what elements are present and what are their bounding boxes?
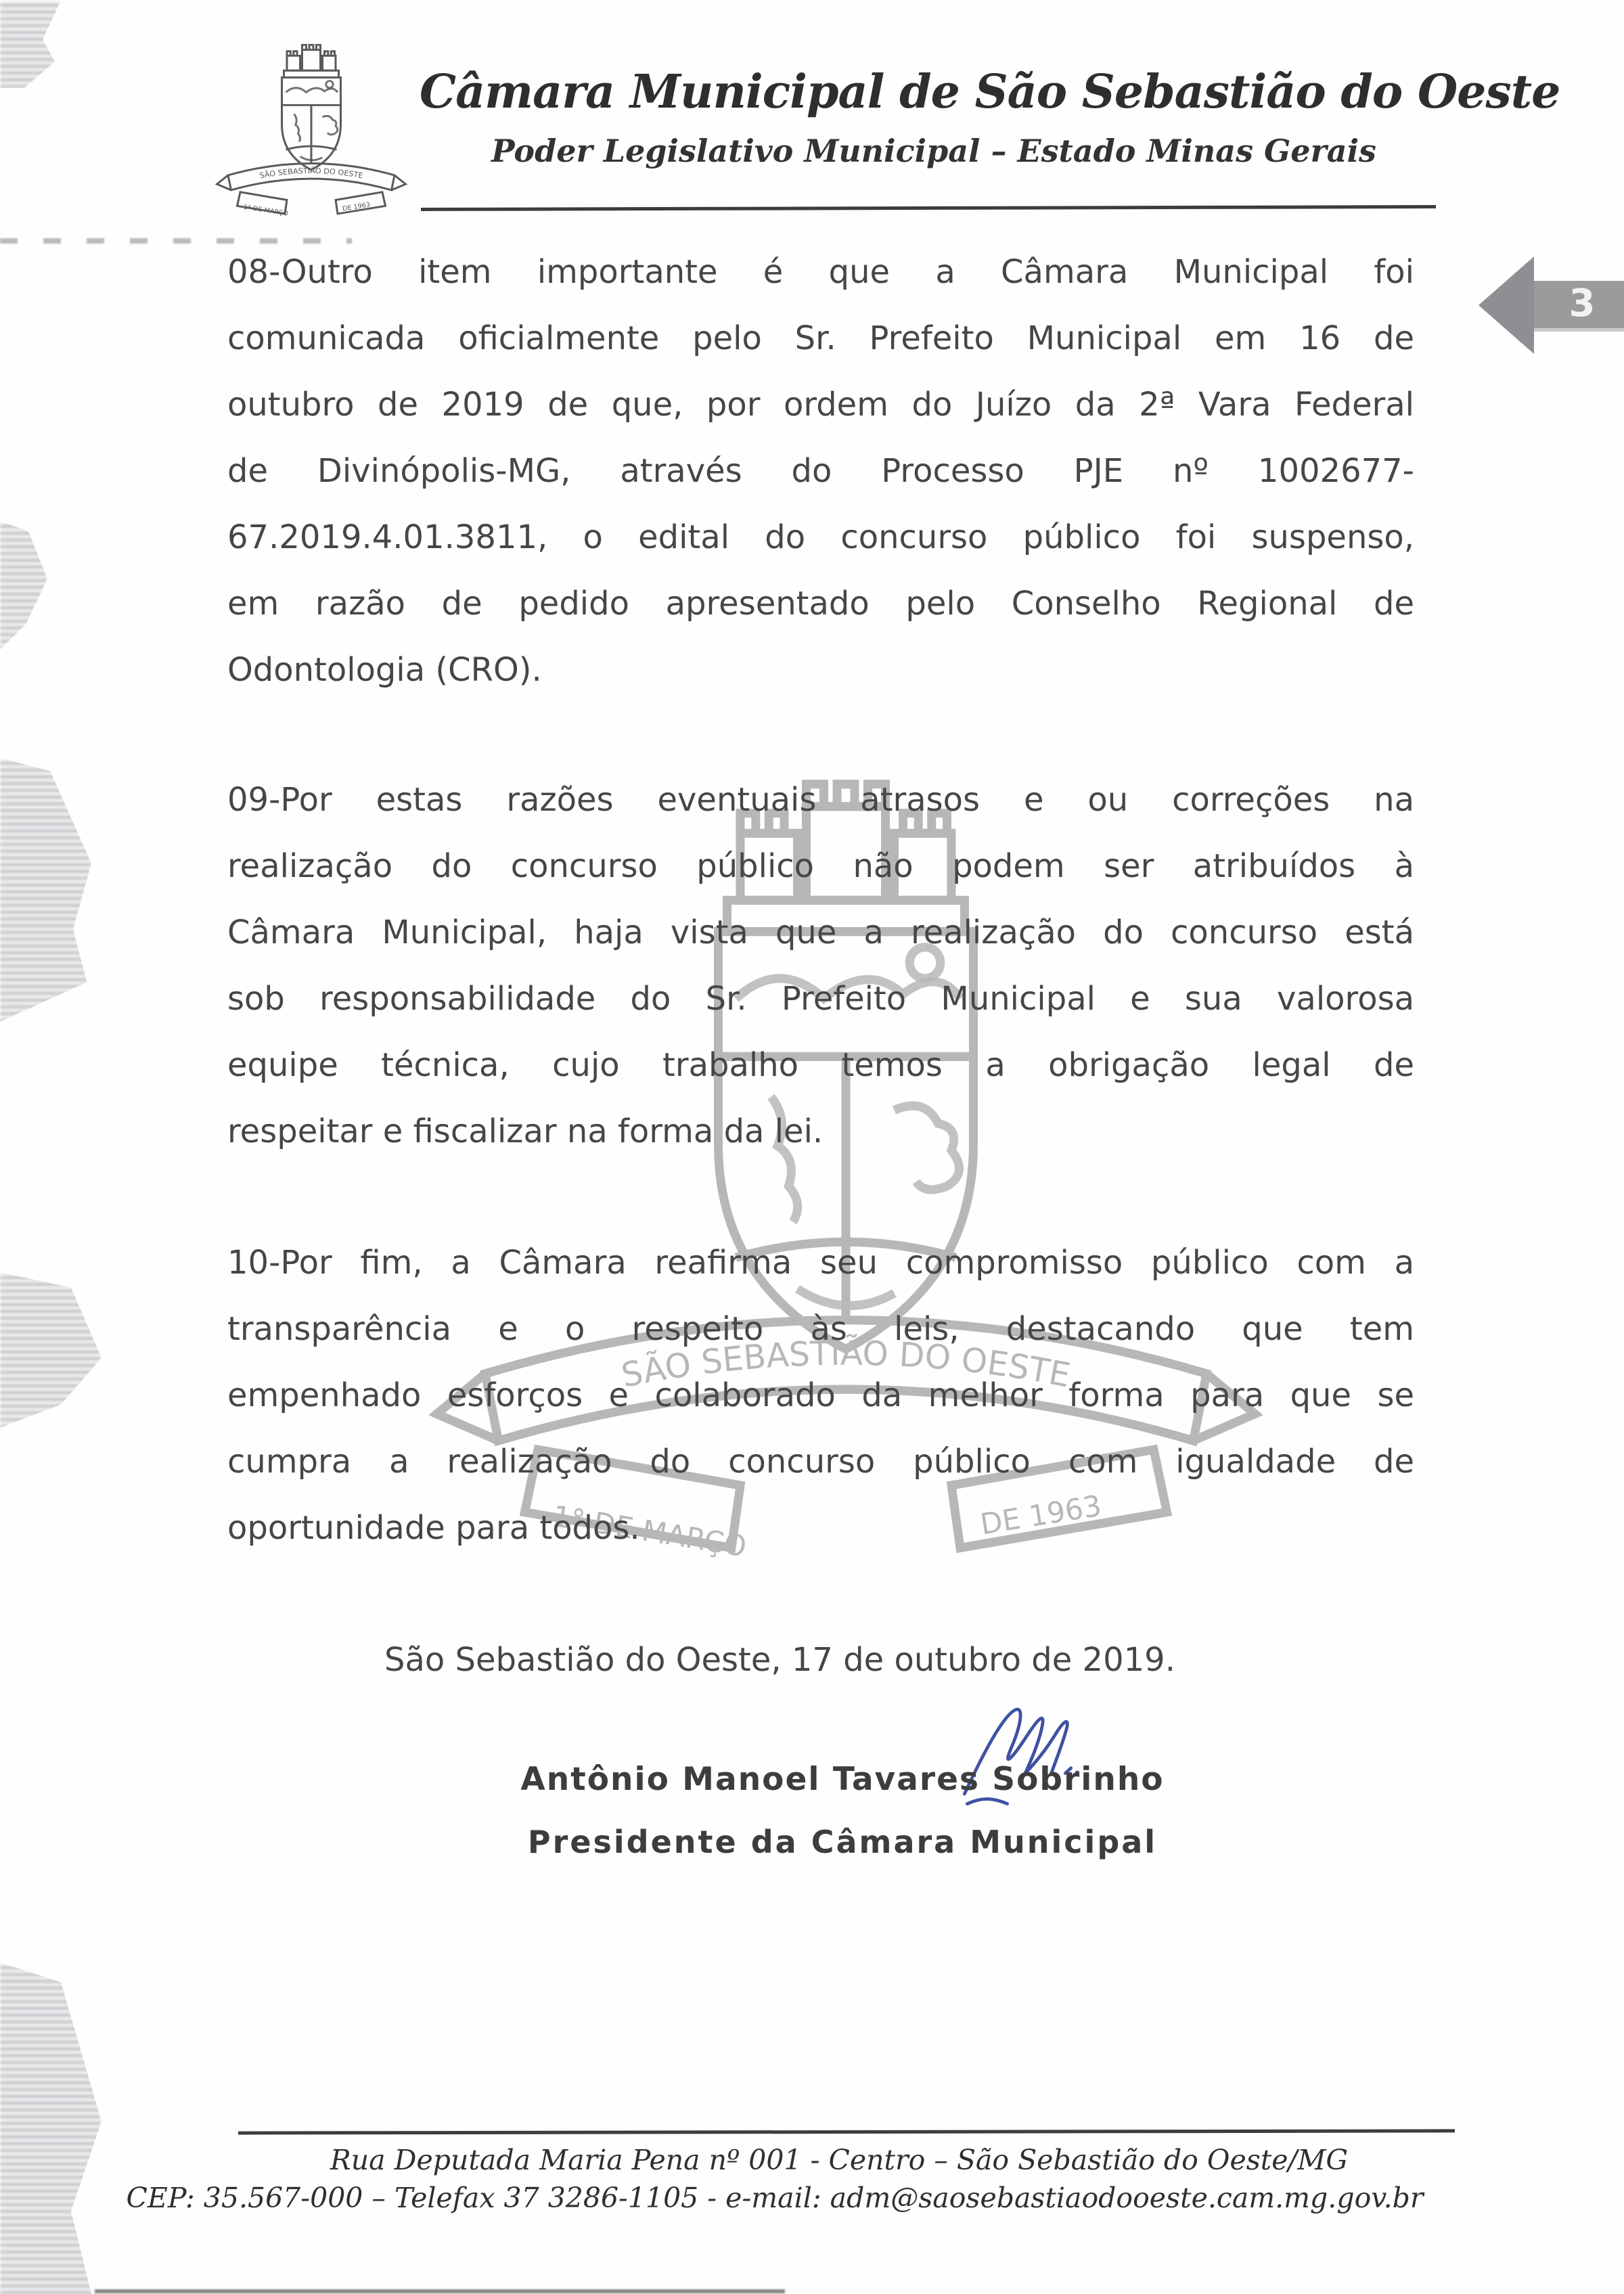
footer-address: Rua Deputada Maria Pena nº 001 - Centro – São Sebastião do Oeste/MG bbox=[330, 2144, 1349, 2176]
scan-smudge bbox=[0, 0, 61, 88]
text-line: comunicada oficialmente pelo Sr. Prefeito Municipal em 16 de bbox=[227, 319, 1414, 357]
text-line: sob responsabilidade do Sr. Prefeito Municipal e sua valorosa bbox=[227, 980, 1414, 1018]
text-line: transparência e o respeito às leis, destacando que tem bbox=[227, 1310, 1414, 1348]
text-line: outubro de 2019 de que, por ordem do Juízo da 2ª Vara Federal bbox=[227, 386, 1414, 424]
signatory-role: Presidente da Câmara Municipal bbox=[527, 1824, 1158, 1860]
text-line: oportunidade para todos. bbox=[227, 1509, 640, 1547]
text-line: Odontologia (CRO). bbox=[227, 651, 542, 689]
text-line: 10-Por fim, a Câmara reafirma seu compromisso público com a bbox=[227, 1244, 1414, 1282]
text-line: realização do concurso público não podem ser atribuídos à bbox=[227, 847, 1414, 885]
text-line: 09-Por estas razões eventuais atrasos e ou correções na bbox=[227, 781, 1414, 819]
scan-smudge bbox=[0, 1962, 102, 2294]
text-line: Câmara Municipal, haja vista que a realização do concurso está bbox=[227, 914, 1414, 951]
header-divider bbox=[421, 205, 1436, 211]
text-line: 08-Outro item importante é que a Câmara Municipal foi bbox=[227, 253, 1414, 291]
paragraph-10 bbox=[227, 1230, 1414, 1561]
paragraph-08 bbox=[227, 239, 1414, 703]
signatory-name: Antônio Manoel Tavares Sobrinho bbox=[520, 1761, 1165, 1798]
org-name: Câmara Municipal de São Sebastião do Oeste bbox=[420, 65, 1560, 119]
page-number: 3 bbox=[1569, 282, 1596, 325]
coat-of-arms-icon bbox=[210, 27, 413, 225]
page-number-marker bbox=[1479, 256, 1624, 355]
org-subtitle: Poder Legislativo Municipal – Estado Minas Gerais bbox=[491, 133, 1376, 169]
text-line: cumpra a realização do concurso público com igualdade de bbox=[227, 1443, 1414, 1481]
dateline: São Sebastião do Oeste, 17 de outubro de 2019. bbox=[384, 1641, 1175, 1679]
text-line: de Divinópolis-MG, através do Processo PJE nº 1002677- bbox=[227, 452, 1414, 490]
text-line: em razão de pedido apresentado pelo Conselho Regional de bbox=[227, 585, 1414, 623]
scan-smudge bbox=[0, 521, 47, 650]
footer-divider bbox=[238, 2129, 1455, 2134]
text-line: respeitar e fiscalizar na forma da lei. bbox=[227, 1112, 824, 1150]
scan-smudge bbox=[0, 758, 91, 1022]
footer-contact: CEP: 35.567-000 – Telefax 37 3286-1105 - e-mail: adm@saosebastiaodooeste.cam.mg.gov.br bbox=[126, 2182, 1424, 2214]
scan-smudge bbox=[0, 1272, 102, 1428]
text-line: empenhado esforços e colaborado da melhor forma para que se bbox=[227, 1376, 1414, 1414]
text-line: 67.2019.4.01.3811, o edital do concurso público foi suspenso, bbox=[227, 518, 1414, 556]
paragraph-09 bbox=[227, 767, 1414, 1165]
text-line: equipe técnica, cujo trabalho temos a obrigação legal de bbox=[227, 1046, 1414, 1084]
left-arrow-icon bbox=[1479, 256, 1534, 354]
scan-streak-artifact bbox=[95, 2289, 785, 2293]
